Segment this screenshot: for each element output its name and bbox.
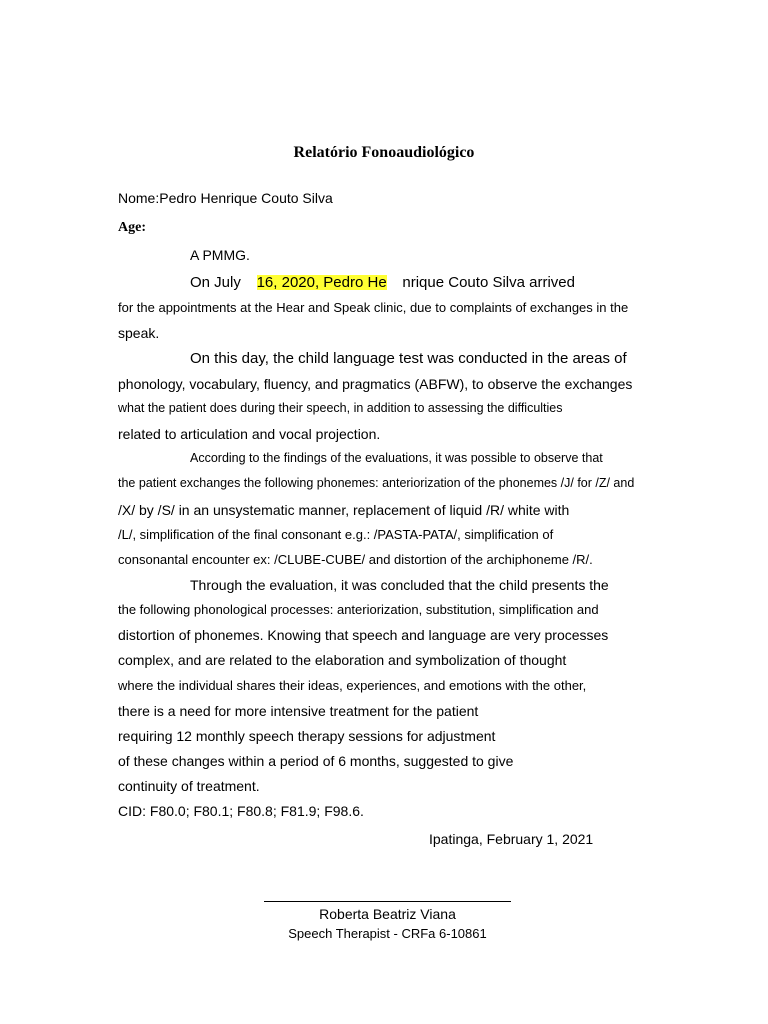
signer-role: Speech Therapist - CRFa 6-10861	[288, 926, 487, 941]
body-line: related to articulation and vocal projection.	[118, 426, 381, 442]
body-line: /L/, simplification of the final consonant e.g.: /PASTA-PATA/, simplification of	[118, 527, 554, 542]
intro-text-1: On July	[190, 274, 241, 291]
body-line: the patient exchanges the following phonemes: anteriorization of the phonemes /J/ for /Z/ and	[118, 476, 635, 490]
date-line: Ipatinga, February 1, 2021	[429, 831, 594, 847]
highlighted-text: 16, 2020, Pedro He	[256, 274, 387, 291]
body-line: According to the findings of the evaluations, it was possible to observe that	[190, 451, 603, 465]
body-line: distortion of phonemes. Knowing that speech and language are very processes	[118, 627, 609, 643]
patient-name-line: Nome:Pedro Henrique Couto Silva	[118, 190, 333, 206]
body-line: continuity of treatment.	[118, 778, 260, 794]
signer-name: Roberta Beatriz Viana	[319, 906, 456, 922]
document-title: Relatório Fonoaudiológico	[293, 144, 475, 161]
intro-text-2: nrique Couto Silva arrived	[402, 274, 575, 291]
body-line: requiring 12 monthly speech therapy sessions for adjustment	[118, 728, 496, 744]
body-line: for the appointments at the Hear and Speak clinic, due to complaints of exchanges in the	[118, 300, 629, 315]
body-line: /X/ by /S/ in an unsystematic manner, replacement of liquid /R/ white with	[118, 502, 570, 518]
body-line: Through the evaluation, it was concluded that the child presents the	[190, 577, 609, 593]
body-line: there is a need for more intensive treatment for the patient	[118, 703, 479, 719]
body-line: what the patient does during their speech, in addition to assessing the difficulties	[118, 401, 563, 415]
age-label: Age:	[118, 220, 146, 235]
cid-codes: CID: F80.0; F80.1; F80.8; F81.9; F98.6.	[118, 803, 364, 819]
body-line: complex, and are related to the elaboration and symbolization of thought	[118, 652, 567, 668]
body-line: On this day, the child language test was conducted in the areas of	[190, 350, 627, 367]
signature-line	[264, 901, 511, 902]
body-line: phonology, vocabulary, fluency, and pragmatics (ABFW), to observe the exchanges	[118, 376, 633, 392]
recipient-line: A PMMG.	[190, 247, 250, 263]
body-line: consonantal encounter ex: /CLUBE-CUBE/ and distortion of the archiphoneme /R/.	[118, 552, 593, 567]
body-line: the following phonological processes: anteriorization, substitution, simplification and	[118, 602, 599, 617]
intro-line	[190, 275, 575, 290]
body-line: speak.	[118, 325, 160, 341]
body-line: where the individual shares their ideas, experiences, and emotions with the other,	[118, 678, 587, 693]
body-line: of these changes within a period of 6 months, suggested to give	[118, 753, 514, 769]
